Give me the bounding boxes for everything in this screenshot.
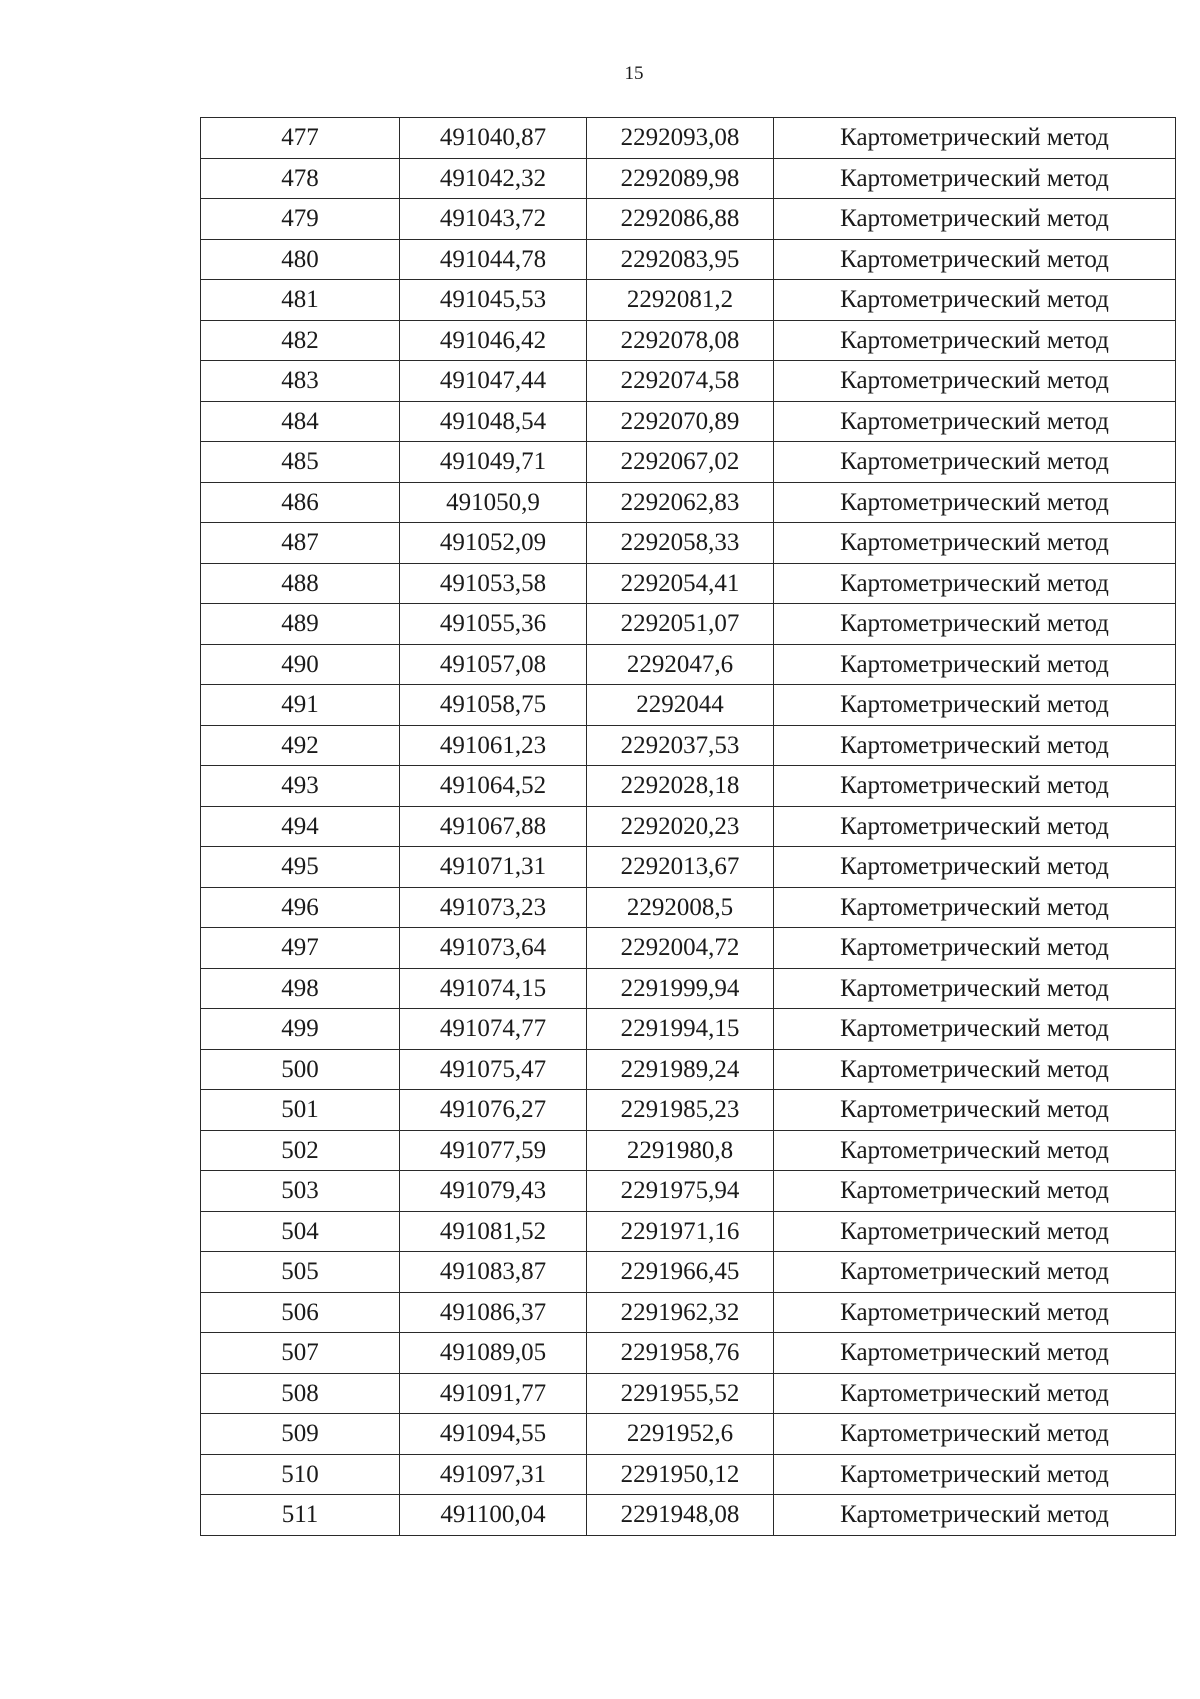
table-row: [201, 1171, 1176, 1212]
method-cell: Картометрический метод: [774, 1414, 1176, 1455]
x-coordinate-cell: 491049,71: [400, 442, 587, 483]
point-number-cell: 491: [201, 685, 400, 726]
y-coordinate-cell: 2291980,8: [587, 1130, 774, 1171]
point-number-cell: 496: [201, 887, 400, 928]
point-number-cell: 483: [201, 361, 400, 402]
method-cell: Картометрический метод: [774, 1292, 1176, 1333]
x-coordinate-cell: 491042,32: [400, 158, 587, 199]
method-cell: Картометрический метод: [774, 401, 1176, 442]
table-row: [201, 1090, 1176, 1131]
point-number-cell: 492: [201, 725, 400, 766]
x-coordinate-cell: 491076,27: [400, 1090, 587, 1131]
y-coordinate-cell: 2292051,07: [587, 604, 774, 645]
x-coordinate-cell: 491071,31: [400, 847, 587, 888]
point-number-cell: 480: [201, 239, 400, 280]
method-cell: Картометрический метод: [774, 1049, 1176, 1090]
table-row: [201, 1252, 1176, 1293]
y-coordinate-cell: 2291950,12: [587, 1454, 774, 1495]
y-coordinate-cell: 2291952,6: [587, 1414, 774, 1455]
method-cell: Картометрический метод: [774, 806, 1176, 847]
y-coordinate-cell: 2292067,02: [587, 442, 774, 483]
y-coordinate-cell: 2292028,18: [587, 766, 774, 807]
point-number-cell: 502: [201, 1130, 400, 1171]
table-row: [201, 1292, 1176, 1333]
table-row: [201, 1414, 1176, 1455]
method-cell: Картометрический метод: [774, 685, 1176, 726]
y-coordinate-cell: 2292004,72: [587, 928, 774, 969]
y-coordinate-cell: 2291999,94: [587, 968, 774, 1009]
x-coordinate-cell: 491040,87: [400, 118, 587, 159]
point-number-cell: 488: [201, 563, 400, 604]
method-cell: Картометрический метод: [774, 482, 1176, 523]
y-coordinate-cell: 2291971,16: [587, 1211, 774, 1252]
x-coordinate-cell: 491079,43: [400, 1171, 587, 1212]
method-cell: Картометрический метод: [774, 563, 1176, 604]
table-row: [201, 1454, 1176, 1495]
table-row: [201, 1333, 1176, 1374]
y-coordinate-cell: 2291994,15: [587, 1009, 774, 1050]
table-row: [201, 199, 1176, 240]
coordinates-table-body: [201, 118, 1176, 1536]
table-row: [201, 1130, 1176, 1171]
y-coordinate-cell: 2292013,67: [587, 847, 774, 888]
method-cell: Картометрический метод: [774, 847, 1176, 888]
table-row: [201, 118, 1176, 159]
method-cell: Картометрический метод: [774, 1454, 1176, 1495]
x-coordinate-cell: 491057,08: [400, 644, 587, 685]
table-row: [201, 442, 1176, 483]
x-coordinate-cell: 491067,88: [400, 806, 587, 847]
x-coordinate-cell: 491081,52: [400, 1211, 587, 1252]
point-number-cell: 494: [201, 806, 400, 847]
method-cell: Картометрический метод: [774, 644, 1176, 685]
y-coordinate-cell: 2292074,58: [587, 361, 774, 402]
method-cell: Картометрический метод: [774, 118, 1176, 159]
table-row: [201, 725, 1176, 766]
y-coordinate-cell: 2292081,2: [587, 280, 774, 321]
table-row: [201, 523, 1176, 564]
point-number-cell: 510: [201, 1454, 400, 1495]
x-coordinate-cell: 491074,77: [400, 1009, 587, 1050]
method-cell: Картометрический метод: [774, 1130, 1176, 1171]
y-coordinate-cell: 2292054,41: [587, 563, 774, 604]
method-cell: Картометрический метод: [774, 725, 1176, 766]
x-coordinate-cell: 491053,58: [400, 563, 587, 604]
x-coordinate-cell: 491073,23: [400, 887, 587, 928]
point-number-cell: 487: [201, 523, 400, 564]
y-coordinate-cell: 2291955,52: [587, 1373, 774, 1414]
y-coordinate-cell: 2292008,5: [587, 887, 774, 928]
point-number-cell: 478: [201, 158, 400, 199]
table-row: [201, 239, 1176, 280]
x-coordinate-cell: 491075,47: [400, 1049, 587, 1090]
table-row: [201, 1211, 1176, 1252]
table-row: [201, 158, 1176, 199]
method-cell: Картометрический метод: [774, 1373, 1176, 1414]
table-row: [201, 1495, 1176, 1536]
point-number-cell: 500: [201, 1049, 400, 1090]
x-coordinate-cell: 491094,55: [400, 1414, 587, 1455]
y-coordinate-cell: 2292062,83: [587, 482, 774, 523]
method-cell: Картометрический метод: [774, 442, 1176, 483]
x-coordinate-cell: 491061,23: [400, 725, 587, 766]
y-coordinate-cell: 2292044: [587, 685, 774, 726]
y-coordinate-cell: 2291989,24: [587, 1049, 774, 1090]
method-cell: Картометрический метод: [774, 158, 1176, 199]
x-coordinate-cell: 491048,54: [400, 401, 587, 442]
x-coordinate-cell: 491064,52: [400, 766, 587, 807]
x-coordinate-cell: 491043,72: [400, 199, 587, 240]
y-coordinate-cell: 2292047,6: [587, 644, 774, 685]
method-cell: Картометрический метод: [774, 928, 1176, 969]
x-coordinate-cell: 491091,77: [400, 1373, 587, 1414]
y-coordinate-cell: 2292078,08: [587, 320, 774, 361]
table-row: [201, 968, 1176, 1009]
table-row: [201, 280, 1176, 321]
point-number-cell: 509: [201, 1414, 400, 1455]
table-row: [201, 1009, 1176, 1050]
method-cell: Картометрический метод: [774, 199, 1176, 240]
x-coordinate-cell: 491044,78: [400, 239, 587, 280]
x-coordinate-cell: 491074,15: [400, 968, 587, 1009]
point-number-cell: 507: [201, 1333, 400, 1374]
method-cell: Картометрический метод: [774, 523, 1176, 564]
table-row: [201, 1049, 1176, 1090]
point-number-cell: 499: [201, 1009, 400, 1050]
point-number-cell: 511: [201, 1495, 400, 1536]
method-cell: Картометрический метод: [774, 887, 1176, 928]
table-row: [201, 644, 1176, 685]
table-row: [201, 928, 1176, 969]
point-number-cell: 477: [201, 118, 400, 159]
table-row: [201, 887, 1176, 928]
table-row: [201, 1373, 1176, 1414]
point-number-cell: 479: [201, 199, 400, 240]
point-number-cell: 506: [201, 1292, 400, 1333]
table-row: [201, 361, 1176, 402]
point-number-cell: 503: [201, 1171, 400, 1212]
table-row: [201, 320, 1176, 361]
point-number-cell: 493: [201, 766, 400, 807]
y-coordinate-cell: 2291962,32: [587, 1292, 774, 1333]
method-cell: Картометрический метод: [774, 280, 1176, 321]
y-coordinate-cell: 2291958,76: [587, 1333, 774, 1374]
table-row: [201, 401, 1176, 442]
point-number-cell: 501: [201, 1090, 400, 1131]
y-coordinate-cell: 2292083,95: [587, 239, 774, 280]
method-cell: Картометрический метод: [774, 604, 1176, 645]
y-coordinate-cell: 2292037,53: [587, 725, 774, 766]
point-number-cell: 508: [201, 1373, 400, 1414]
method-cell: Картометрический метод: [774, 239, 1176, 280]
y-coordinate-cell: 2291966,45: [587, 1252, 774, 1293]
point-number-cell: 482: [201, 320, 400, 361]
method-cell: Картометрический метод: [774, 1333, 1176, 1374]
x-coordinate-cell: 491083,87: [400, 1252, 587, 1293]
table-row: [201, 604, 1176, 645]
point-number-cell: 486: [201, 482, 400, 523]
y-coordinate-cell: 2291948,08: [587, 1495, 774, 1536]
point-number-cell: 481: [201, 280, 400, 321]
y-coordinate-cell: 2292070,89: [587, 401, 774, 442]
y-coordinate-cell: 2292020,23: [587, 806, 774, 847]
y-coordinate-cell: 2292086,88: [587, 199, 774, 240]
x-coordinate-cell: 491055,36: [400, 604, 587, 645]
method-cell: Картометрический метод: [774, 1090, 1176, 1131]
point-number-cell: 485: [201, 442, 400, 483]
x-coordinate-cell: 491047,44: [400, 361, 587, 402]
x-coordinate-cell: 491077,59: [400, 1130, 587, 1171]
method-cell: Картометрический метод: [774, 968, 1176, 1009]
page-number: 15: [624, 63, 644, 84]
table-row: [201, 685, 1176, 726]
x-coordinate-cell: 491052,09: [400, 523, 587, 564]
x-coordinate-cell: 491046,42: [400, 320, 587, 361]
point-number-cell: 504: [201, 1211, 400, 1252]
table-row: [201, 482, 1176, 523]
table-row: [201, 766, 1176, 807]
table-row: [201, 847, 1176, 888]
x-coordinate-cell: 491050,9: [400, 482, 587, 523]
point-number-cell: 498: [201, 968, 400, 1009]
method-cell: Картометрический метод: [774, 320, 1176, 361]
method-cell: Картометрический метод: [774, 1252, 1176, 1293]
coordinates-table: [200, 117, 1176, 1536]
x-coordinate-cell: 491073,64: [400, 928, 587, 969]
x-coordinate-cell: 491100,04: [400, 1495, 587, 1536]
point-number-cell: 489: [201, 604, 400, 645]
method-cell: Картометрический метод: [774, 1171, 1176, 1212]
y-coordinate-cell: 2291975,94: [587, 1171, 774, 1212]
table-row: [201, 806, 1176, 847]
point-number-cell: 497: [201, 928, 400, 969]
method-cell: Картометрический метод: [774, 766, 1176, 807]
method-cell: Картометрический метод: [774, 361, 1176, 402]
y-coordinate-cell: 2292089,98: [587, 158, 774, 199]
x-coordinate-cell: 491058,75: [400, 685, 587, 726]
point-number-cell: 505: [201, 1252, 400, 1293]
point-number-cell: 490: [201, 644, 400, 685]
point-number-cell: 495: [201, 847, 400, 888]
method-cell: Картометрический метод: [774, 1495, 1176, 1536]
x-coordinate-cell: 491086,37: [400, 1292, 587, 1333]
method-cell: Картометрический метод: [774, 1211, 1176, 1252]
point-number-cell: 484: [201, 401, 400, 442]
method-cell: Картометрический метод: [774, 1009, 1176, 1050]
y-coordinate-cell: 2292058,33: [587, 523, 774, 564]
table-row: [201, 563, 1176, 604]
y-coordinate-cell: 2292093,08: [587, 118, 774, 159]
x-coordinate-cell: 491097,31: [400, 1454, 587, 1495]
y-coordinate-cell: 2291985,23: [587, 1090, 774, 1131]
x-coordinate-cell: 491045,53: [400, 280, 587, 321]
x-coordinate-cell: 491089,05: [400, 1333, 587, 1374]
